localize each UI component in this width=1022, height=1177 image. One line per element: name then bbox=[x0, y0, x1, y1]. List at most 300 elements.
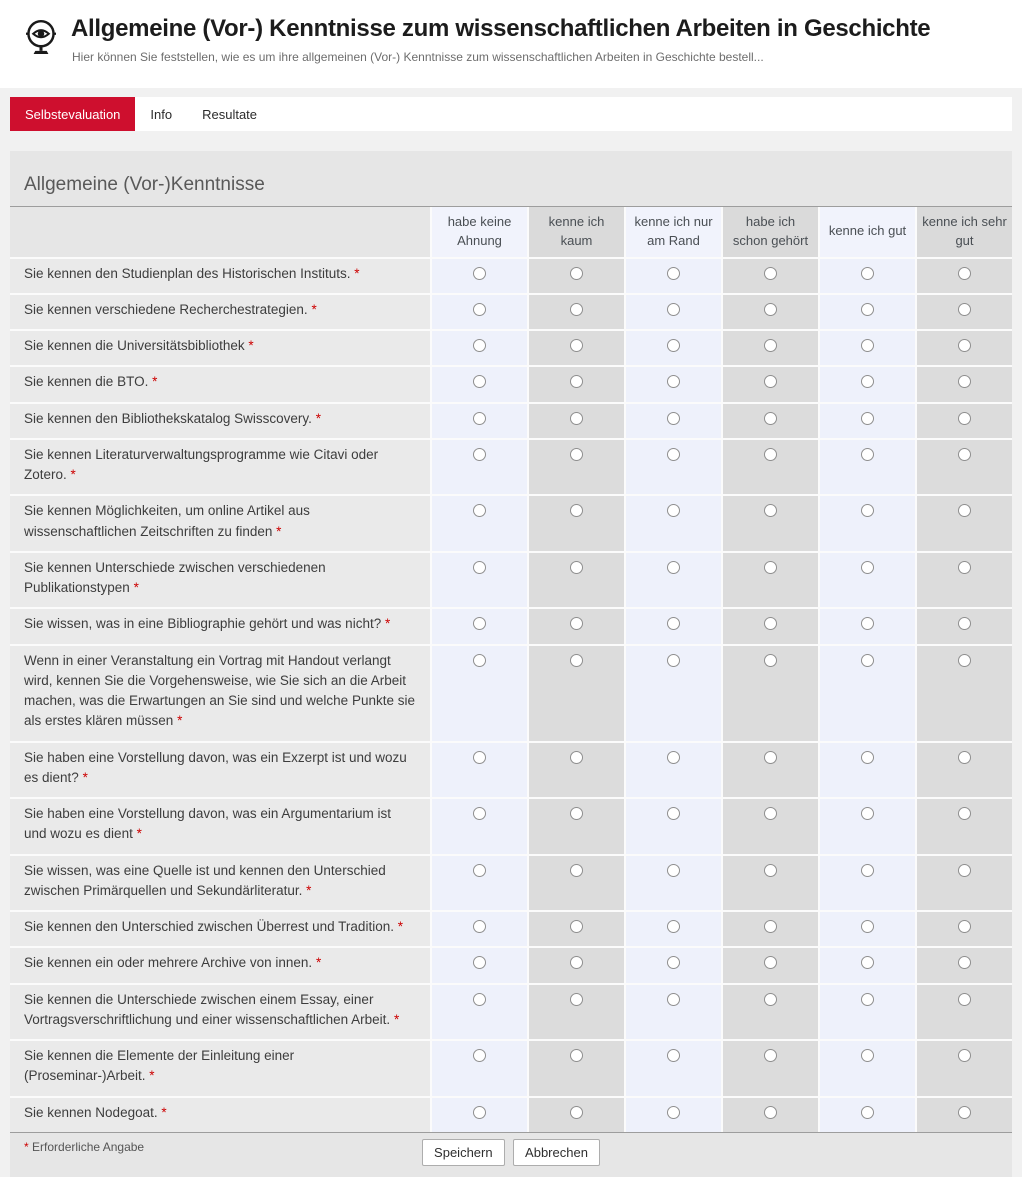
option-cell-q2-2 bbox=[527, 293, 624, 329]
radio-q13-opt1[interactable] bbox=[473, 864, 486, 877]
question-row-5 bbox=[10, 402, 1012, 438]
required-note-label: Erforderliche Angabe bbox=[32, 1139, 145, 1154]
required-asterisk: * bbox=[136, 826, 142, 842]
radio-q12-opt1[interactable] bbox=[473, 807, 486, 820]
option-cell-q15-5 bbox=[818, 946, 915, 982]
radio-q18-opt3[interactable] bbox=[667, 1106, 680, 1119]
question-text: Sie kennen Literaturverwaltungsprogramme wie Citavi oder Zotero. bbox=[24, 446, 379, 483]
required-asterisk: * bbox=[315, 955, 322, 971]
option-cell-q3-6 bbox=[915, 329, 1012, 365]
radio-q11-opt1[interactable] bbox=[473, 751, 486, 764]
radio-q1-opt1[interactable] bbox=[473, 267, 486, 280]
radio-q3-opt1[interactable] bbox=[473, 339, 486, 352]
question-label-11 bbox=[10, 741, 430, 798]
option-cell-q6-1 bbox=[430, 438, 527, 495]
question-row-11 bbox=[10, 741, 1012, 798]
option-cell-q13-6 bbox=[915, 854, 1012, 911]
option-cell-q4-1 bbox=[430, 365, 527, 401]
radio-q4-opt3[interactable] bbox=[667, 375, 680, 388]
radio-q8-opt4[interactable] bbox=[764, 561, 777, 574]
option-cell-q18-2 bbox=[527, 1096, 624, 1132]
option-cell-q9-5 bbox=[818, 607, 915, 643]
radio-q13-opt3[interactable] bbox=[667, 864, 680, 877]
radio-q5-opt6[interactable] bbox=[958, 412, 971, 425]
radio-q4-opt6[interactable] bbox=[958, 375, 971, 388]
option-cell-q7-4 bbox=[721, 494, 818, 551]
option-cell-q4-5 bbox=[818, 365, 915, 401]
option-cell-q4-6 bbox=[915, 365, 1012, 401]
option-cell-q12-3 bbox=[624, 797, 721, 854]
required-asterisk: * bbox=[354, 265, 360, 281]
tab-resultate[interactable]: Resultate bbox=[202, 106, 258, 122]
question-text: Sie kennen die Unterschiede zwischen einem Essay, einer Vortragsverschriftlichung und einer wissenschaftlichen Arbeit. bbox=[24, 991, 391, 1027]
radio-q2-opt2[interactable] bbox=[570, 303, 583, 316]
option-cell-q17-2 bbox=[527, 1039, 624, 1096]
question-label-1 bbox=[10, 257, 430, 293]
radio-q1-opt3[interactable] bbox=[667, 267, 680, 280]
option-cell-q16-6 bbox=[915, 983, 1012, 1040]
radio-q7-opt3[interactable] bbox=[667, 504, 680, 517]
question-label-13 bbox=[10, 854, 430, 911]
option-cell-q15-3 bbox=[624, 946, 721, 982]
radio-q16-opt3[interactable] bbox=[667, 993, 680, 1006]
option-cell-q2-1 bbox=[430, 293, 527, 329]
radio-q13-opt5[interactable] bbox=[861, 864, 874, 877]
option-cell-q11-4 bbox=[721, 741, 818, 798]
radio-q17-opt6[interactable] bbox=[958, 1049, 971, 1062]
radio-q5-opt5[interactable] bbox=[861, 412, 874, 425]
required-asterisk: * bbox=[133, 580, 139, 596]
option-cell-q11-2 bbox=[527, 741, 624, 798]
radio-q18-opt4[interactable] bbox=[764, 1106, 777, 1119]
question-label-2 bbox=[10, 293, 430, 329]
option-cell-q11-3 bbox=[624, 741, 721, 798]
radio-q4-opt2[interactable] bbox=[570, 375, 583, 388]
radio-q17-opt2[interactable] bbox=[570, 1049, 583, 1062]
radio-q3-opt6[interactable] bbox=[958, 339, 971, 352]
required-asterisk: * bbox=[306, 882, 312, 898]
option-cell-q14-6 bbox=[915, 910, 1012, 946]
radio-q8-opt5[interactable] bbox=[861, 561, 874, 574]
radio-q16-opt6[interactable] bbox=[958, 993, 971, 1006]
option-cell-q10-1 bbox=[430, 644, 527, 741]
question-text: Sie kennen die BTO. bbox=[24, 374, 149, 390]
question-row-12 bbox=[10, 797, 1012, 854]
option-cell-q12-1 bbox=[430, 797, 527, 854]
option-cell-q5-5 bbox=[818, 402, 915, 438]
question-label-3 bbox=[10, 329, 430, 365]
option-cell-q13-5 bbox=[818, 854, 915, 911]
radio-q6-opt4[interactable] bbox=[764, 448, 777, 461]
option-cell-q17-6 bbox=[915, 1039, 1012, 1096]
option-cell-q14-4 bbox=[721, 910, 818, 946]
required-asterisk: * bbox=[152, 374, 158, 390]
option-cell-q6-3 bbox=[624, 438, 721, 495]
required-asterisk: * bbox=[149, 1068, 155, 1084]
radio-q3-opt2[interactable] bbox=[570, 339, 583, 352]
question-label-5 bbox=[10, 402, 430, 438]
radio-q2-opt5[interactable] bbox=[861, 303, 874, 316]
option-cell-q13-4 bbox=[721, 854, 818, 911]
radio-q7-opt4[interactable] bbox=[764, 504, 777, 517]
option-cell-q8-5 bbox=[818, 551, 915, 608]
radio-q15-opt1[interactable] bbox=[473, 956, 486, 969]
required-note bbox=[24, 1140, 144, 1154]
required-asterisk: * bbox=[384, 616, 391, 632]
question-row-7 bbox=[10, 494, 1012, 551]
radio-q7-opt6[interactable] bbox=[958, 504, 971, 517]
radio-q14-opt2[interactable] bbox=[570, 920, 583, 933]
radio-q14-opt3[interactable] bbox=[667, 920, 680, 933]
radio-q9-opt6[interactable] bbox=[958, 617, 971, 630]
option-cell-q2-3 bbox=[624, 293, 721, 329]
radio-q10-opt5[interactable] bbox=[861, 654, 874, 667]
radio-q8-opt2[interactable] bbox=[570, 561, 583, 574]
required-asterisk: * bbox=[397, 919, 403, 935]
option-cell-q13-1 bbox=[430, 854, 527, 911]
radio-q9-opt5[interactable] bbox=[861, 617, 874, 630]
option-cell-q5-4 bbox=[721, 402, 818, 438]
radio-q8-opt6[interactable] bbox=[958, 561, 971, 574]
option-cell-q7-5 bbox=[818, 494, 915, 551]
question-row-14 bbox=[10, 910, 1012, 946]
question-label-10 bbox=[10, 644, 430, 741]
question-row-16 bbox=[10, 983, 1012, 1040]
section-title: Allgemeine (Vor-)Kenntnisse bbox=[24, 174, 265, 195]
radio-q12-opt5[interactable] bbox=[861, 807, 874, 820]
required-asterisk: * bbox=[161, 1104, 167, 1120]
option-cell-q12-5 bbox=[818, 797, 915, 854]
question-row-15 bbox=[10, 946, 1012, 982]
option-cell-q16-3 bbox=[624, 983, 721, 1040]
question-label-4 bbox=[10, 365, 430, 401]
question-text: Sie kennen die Universitätsbibliothek bbox=[24, 338, 245, 354]
radio-q7-opt1[interactable] bbox=[473, 504, 486, 517]
radio-q11-opt2[interactable] bbox=[570, 751, 583, 764]
page-title: Allgemeine (Vor-) Kenntnisse zum wissenschaftlichen Arbeiten in Geschichte bbox=[71, 15, 931, 42]
radio-q15-opt2[interactable] bbox=[570, 956, 583, 969]
radio-q18-opt2[interactable] bbox=[570, 1106, 583, 1119]
radio-q14-opt4[interactable] bbox=[764, 920, 777, 933]
radio-q9-opt2[interactable] bbox=[570, 617, 583, 630]
radio-q1-opt5[interactable] bbox=[861, 267, 874, 280]
tab-selbstevaluation[interactable]: Selbstevaluation bbox=[10, 97, 135, 131]
option-cell-q18-6 bbox=[915, 1096, 1012, 1132]
question-text: Sie wissen, was in eine Bibliographie gehört und was nicht? bbox=[24, 616, 382, 632]
option-cell-q11-1 bbox=[430, 741, 527, 798]
option-cell-q3-4 bbox=[721, 329, 818, 365]
radio-q3-opt4[interactable] bbox=[764, 339, 777, 352]
radio-q17-opt4[interactable] bbox=[764, 1049, 777, 1062]
scale-header-row bbox=[10, 207, 1012, 257]
radio-q18-opt1[interactable] bbox=[473, 1106, 486, 1119]
option-cell-q9-2 bbox=[527, 607, 624, 643]
radio-q5-opt4[interactable] bbox=[764, 412, 777, 425]
option-cell-q8-6 bbox=[915, 551, 1012, 608]
option-cell-q4-3 bbox=[624, 365, 721, 401]
radio-q16-opt2[interactable] bbox=[570, 993, 583, 1006]
option-cell-q10-6 bbox=[915, 644, 1012, 741]
question-text: Sie kennen den Bibliothekskatalog Swisscovery. bbox=[24, 410, 312, 426]
required-asterisk: * bbox=[82, 769, 88, 785]
question-row-1 bbox=[10, 257, 1012, 293]
radio-q17-opt3[interactable] bbox=[667, 1049, 680, 1062]
option-cell-q17-4 bbox=[721, 1039, 818, 1096]
radio-q2-opt6[interactable] bbox=[958, 303, 971, 316]
radio-q11-opt6[interactable] bbox=[958, 751, 971, 764]
option-cell-q15-2 bbox=[527, 946, 624, 982]
question-text: Sie wissen, was eine Quelle ist und kennen den Unterschied zwischen Primärquellen und Sekundärliteratur. bbox=[24, 862, 386, 898]
scale-header-4: kenne ich gut bbox=[818, 207, 915, 257]
option-cell-q14-5 bbox=[818, 910, 915, 946]
radio-q14-opt1[interactable] bbox=[473, 920, 486, 933]
radio-q3-opt3[interactable] bbox=[667, 339, 680, 352]
radio-q2-opt3[interactable] bbox=[667, 303, 680, 316]
option-cell-q3-2 bbox=[527, 329, 624, 365]
question-row-6 bbox=[10, 438, 1012, 495]
option-cell-q11-6 bbox=[915, 741, 1012, 798]
radio-q6-opt5[interactable] bbox=[861, 448, 874, 461]
option-cell-q2-4 bbox=[721, 293, 818, 329]
radio-q10-opt2[interactable] bbox=[570, 654, 583, 667]
option-cell-q7-1 bbox=[430, 494, 527, 551]
option-cell-q7-2 bbox=[527, 494, 624, 551]
option-cell-q10-5 bbox=[818, 644, 915, 741]
option-cell-q3-5 bbox=[818, 329, 915, 365]
question-label-18 bbox=[10, 1096, 430, 1132]
question-label-6 bbox=[10, 438, 430, 495]
radio-q14-opt6[interactable] bbox=[958, 920, 971, 933]
option-cell-q13-2 bbox=[527, 854, 624, 911]
radio-q9-opt3[interactable] bbox=[667, 617, 680, 630]
option-cell-q8-4 bbox=[721, 551, 818, 608]
option-cell-q18-3 bbox=[624, 1096, 721, 1132]
required-asterisk: * bbox=[315, 410, 321, 426]
option-cell-q16-4 bbox=[721, 983, 818, 1040]
cancel-button[interactable]: Abbrechen bbox=[513, 1139, 600, 1166]
question-row-2 bbox=[10, 293, 1012, 329]
radio-q18-opt5[interactable] bbox=[861, 1106, 874, 1119]
question-text: Sie kennen Unterschiede zwischen verschiedenen Publikationstypen bbox=[24, 559, 326, 596]
question-label-15 bbox=[10, 946, 430, 982]
required-asterisk: * bbox=[393, 1011, 400, 1027]
radio-q10-opt3[interactable] bbox=[667, 654, 680, 667]
question-row-10 bbox=[10, 644, 1012, 741]
option-cell-q8-1 bbox=[430, 551, 527, 608]
radio-q4-opt5[interactable] bbox=[861, 375, 874, 388]
question-row-3 bbox=[10, 329, 1012, 365]
option-cell-q2-5 bbox=[818, 293, 915, 329]
radio-q2-opt1[interactable] bbox=[473, 303, 486, 316]
radio-q11-opt3[interactable] bbox=[667, 751, 680, 764]
page-header bbox=[0, 0, 1022, 88]
option-cell-q2-6 bbox=[915, 293, 1012, 329]
option-cell-q3-1 bbox=[430, 329, 527, 365]
option-cell-q14-2 bbox=[527, 910, 624, 946]
option-cell-q9-1 bbox=[430, 607, 527, 643]
question-row-9 bbox=[10, 607, 1012, 643]
option-cell-q8-3 bbox=[624, 551, 721, 608]
radio-q7-opt5[interactable] bbox=[861, 504, 874, 517]
radio-q13-opt2[interactable] bbox=[570, 864, 583, 877]
radio-q4-opt4[interactable] bbox=[764, 375, 777, 388]
option-cell-q4-2 bbox=[527, 365, 624, 401]
form-footer bbox=[10, 1132, 1012, 1177]
required-asterisk: * bbox=[248, 338, 254, 354]
option-cell-q8-2 bbox=[527, 551, 624, 608]
radio-q11-opt5[interactable] bbox=[861, 751, 874, 764]
radio-q15-opt3[interactable] bbox=[667, 956, 680, 969]
question-label-12 bbox=[10, 797, 430, 854]
question-text: Sie kennen Möglichkeiten, um online Artikel aus wissenschaftlichen Zeitschriften zu finden bbox=[24, 503, 310, 539]
option-cell-q1-6 bbox=[915, 257, 1012, 293]
question-label-7 bbox=[10, 494, 430, 551]
radio-q5-opt3[interactable] bbox=[667, 412, 680, 425]
question-text: Sie kennen verschiedene Recherchestrategien. bbox=[24, 301, 308, 317]
radio-q16-opt5[interactable] bbox=[861, 993, 874, 1006]
question-row-4 bbox=[10, 365, 1012, 401]
radio-q15-opt5[interactable] bbox=[861, 956, 874, 969]
option-cell-q9-6 bbox=[915, 607, 1012, 643]
radio-q16-opt4[interactable] bbox=[764, 993, 777, 1006]
radio-q13-opt4[interactable] bbox=[764, 864, 777, 877]
tab-info[interactable]: Info bbox=[150, 106, 173, 122]
radio-q6-opt6[interactable] bbox=[958, 448, 971, 461]
option-cell-q6-5 bbox=[818, 438, 915, 495]
question-label-14 bbox=[10, 910, 430, 946]
question-text: Sie kennen den Unterschied zwischen Überrest und Tradition. bbox=[24, 919, 394, 935]
option-cell-q15-4 bbox=[721, 946, 818, 982]
option-cell-q1-1 bbox=[430, 257, 527, 293]
scale-header-3: habe ich schon gehört bbox=[721, 207, 818, 257]
option-cell-q16-1 bbox=[430, 983, 527, 1040]
required-asterisk: * bbox=[70, 467, 76, 483]
radio-q3-opt5[interactable] bbox=[861, 339, 874, 352]
question-row-18 bbox=[10, 1096, 1012, 1132]
radio-q15-opt4[interactable] bbox=[764, 956, 777, 969]
radio-q8-opt3[interactable] bbox=[667, 561, 680, 574]
radio-q12-opt4[interactable] bbox=[764, 807, 777, 820]
option-cell-q10-2 bbox=[527, 644, 624, 741]
option-cell-q13-3 bbox=[624, 854, 721, 911]
question-text: Sie kennen ein oder mehrere Archive von innen. bbox=[24, 955, 313, 971]
option-cell-q6-6 bbox=[915, 438, 1012, 495]
option-cell-q12-4 bbox=[721, 797, 818, 854]
required-asterisk: * bbox=[24, 1139, 29, 1154]
radio-q12-opt3[interactable] bbox=[667, 807, 680, 820]
radio-q18-opt6[interactable] bbox=[958, 1106, 971, 1119]
option-cell-q4-4 bbox=[721, 365, 818, 401]
option-cell-q1-5 bbox=[818, 257, 915, 293]
radio-q6-opt2[interactable] bbox=[570, 448, 583, 461]
option-cell-q16-2 bbox=[527, 983, 624, 1040]
radio-q10-opt4[interactable] bbox=[764, 654, 777, 667]
scale-header-2: kenne ich nur am Rand bbox=[624, 207, 721, 257]
radio-q4-opt1[interactable] bbox=[473, 375, 486, 388]
question-label-16 bbox=[10, 983, 430, 1040]
question-row-17 bbox=[10, 1039, 1012, 1096]
radio-q14-opt5[interactable] bbox=[861, 920, 874, 933]
footer-buttons bbox=[420, 1144, 602, 1161]
option-cell-q5-6 bbox=[915, 402, 1012, 438]
option-cell-q7-6 bbox=[915, 494, 1012, 551]
radio-q12-opt2[interactable] bbox=[570, 807, 583, 820]
radio-q10-opt1[interactable] bbox=[473, 654, 486, 667]
radio-q8-opt1[interactable] bbox=[473, 561, 486, 574]
survey-panel bbox=[10, 151, 1012, 1177]
question-text: Sie haben eine Vorstellung davon, was ein Argumentarium ist und wozu es dient bbox=[24, 806, 391, 842]
required-asterisk: * bbox=[311, 301, 317, 317]
radio-q13-opt6[interactable] bbox=[958, 864, 971, 877]
scale-header-1: kenne ich kaum bbox=[527, 207, 624, 257]
radio-q6-opt1[interactable] bbox=[473, 448, 486, 461]
radio-q17-opt1[interactable] bbox=[473, 1049, 486, 1062]
save-button[interactable]: Speichern bbox=[422, 1139, 505, 1166]
option-cell-q6-2 bbox=[527, 438, 624, 495]
option-cell-q12-2 bbox=[527, 797, 624, 854]
option-cell-q5-3 bbox=[624, 402, 721, 438]
option-cell-q5-2 bbox=[527, 402, 624, 438]
option-cell-q3-3 bbox=[624, 329, 721, 365]
radio-q1-opt4[interactable] bbox=[764, 267, 777, 280]
survey-matrix-table bbox=[10, 207, 1012, 1132]
question-row-8 bbox=[10, 551, 1012, 608]
option-cell-q7-3 bbox=[624, 494, 721, 551]
radio-q17-opt5[interactable] bbox=[861, 1049, 874, 1062]
option-cell-q18-1 bbox=[430, 1096, 527, 1132]
radio-q2-opt4[interactable] bbox=[764, 303, 777, 316]
radio-q10-opt6[interactable] bbox=[958, 654, 971, 667]
radio-q5-opt2[interactable] bbox=[570, 412, 583, 425]
option-cell-q17-3 bbox=[624, 1039, 721, 1096]
radio-q12-opt6[interactable] bbox=[958, 807, 971, 820]
radio-q15-opt6[interactable] bbox=[958, 956, 971, 969]
question-label-8 bbox=[10, 551, 430, 608]
option-cell-q9-4 bbox=[721, 607, 818, 643]
question-text: Sie kennen den Studienplan des Historischen Instituts. bbox=[24, 265, 351, 281]
radio-q6-opt3[interactable] bbox=[667, 448, 680, 461]
option-cell-q18-4 bbox=[721, 1096, 818, 1132]
option-cell-q15-1 bbox=[430, 946, 527, 982]
option-cell-q1-4 bbox=[721, 257, 818, 293]
radio-q7-opt2[interactable] bbox=[570, 504, 583, 517]
radio-q1-opt2[interactable] bbox=[570, 267, 583, 280]
option-cell-q15-6 bbox=[915, 946, 1012, 982]
radio-q16-opt1[interactable] bbox=[473, 993, 486, 1006]
question-label-17 bbox=[10, 1039, 430, 1096]
tab-bar bbox=[10, 97, 1012, 131]
question-label-9 bbox=[10, 607, 430, 643]
radio-q9-opt1[interactable] bbox=[473, 617, 486, 630]
matrix-corner-cell bbox=[10, 207, 430, 257]
radio-q1-opt6[interactable] bbox=[958, 267, 971, 280]
question-text: Wenn in einer Veranstaltung ein Vortrag mit Handout verlangt wird, kennen Sie die Vorgehensweise, wie Sie sich an die Arbeit machen, was die Erwartungen an Sie sind und welche Punkte sie als erstes klären müssen bbox=[24, 652, 415, 729]
option-cell-q10-3 bbox=[624, 644, 721, 741]
question-text: Sie haben eine Vorstellung davon, was ein Exzerpt ist und wozu es dient? bbox=[24, 749, 407, 785]
page-subtitle: Hier können Sie feststellen, wie es um ihre allgemeinen (Vor-) Kenntnisse zum wissenschaftlichen Arbeiten in Geschichte bestell... bbox=[72, 49, 764, 64]
option-cell-q17-5 bbox=[818, 1039, 915, 1096]
option-cell-q10-4 bbox=[721, 644, 818, 741]
option-cell-q17-1 bbox=[430, 1039, 527, 1096]
radio-q9-opt4[interactable] bbox=[764, 617, 777, 630]
radio-q5-opt1[interactable] bbox=[473, 412, 486, 425]
option-cell-q14-3 bbox=[624, 910, 721, 946]
question-text: Sie kennen Nodegoat. bbox=[24, 1104, 158, 1120]
scale-header-0: habe keine Ahnung bbox=[430, 207, 527, 257]
radio-q11-opt4[interactable] bbox=[764, 751, 777, 764]
option-cell-q18-5 bbox=[818, 1096, 915, 1132]
option-cell-q14-1 bbox=[430, 910, 527, 946]
